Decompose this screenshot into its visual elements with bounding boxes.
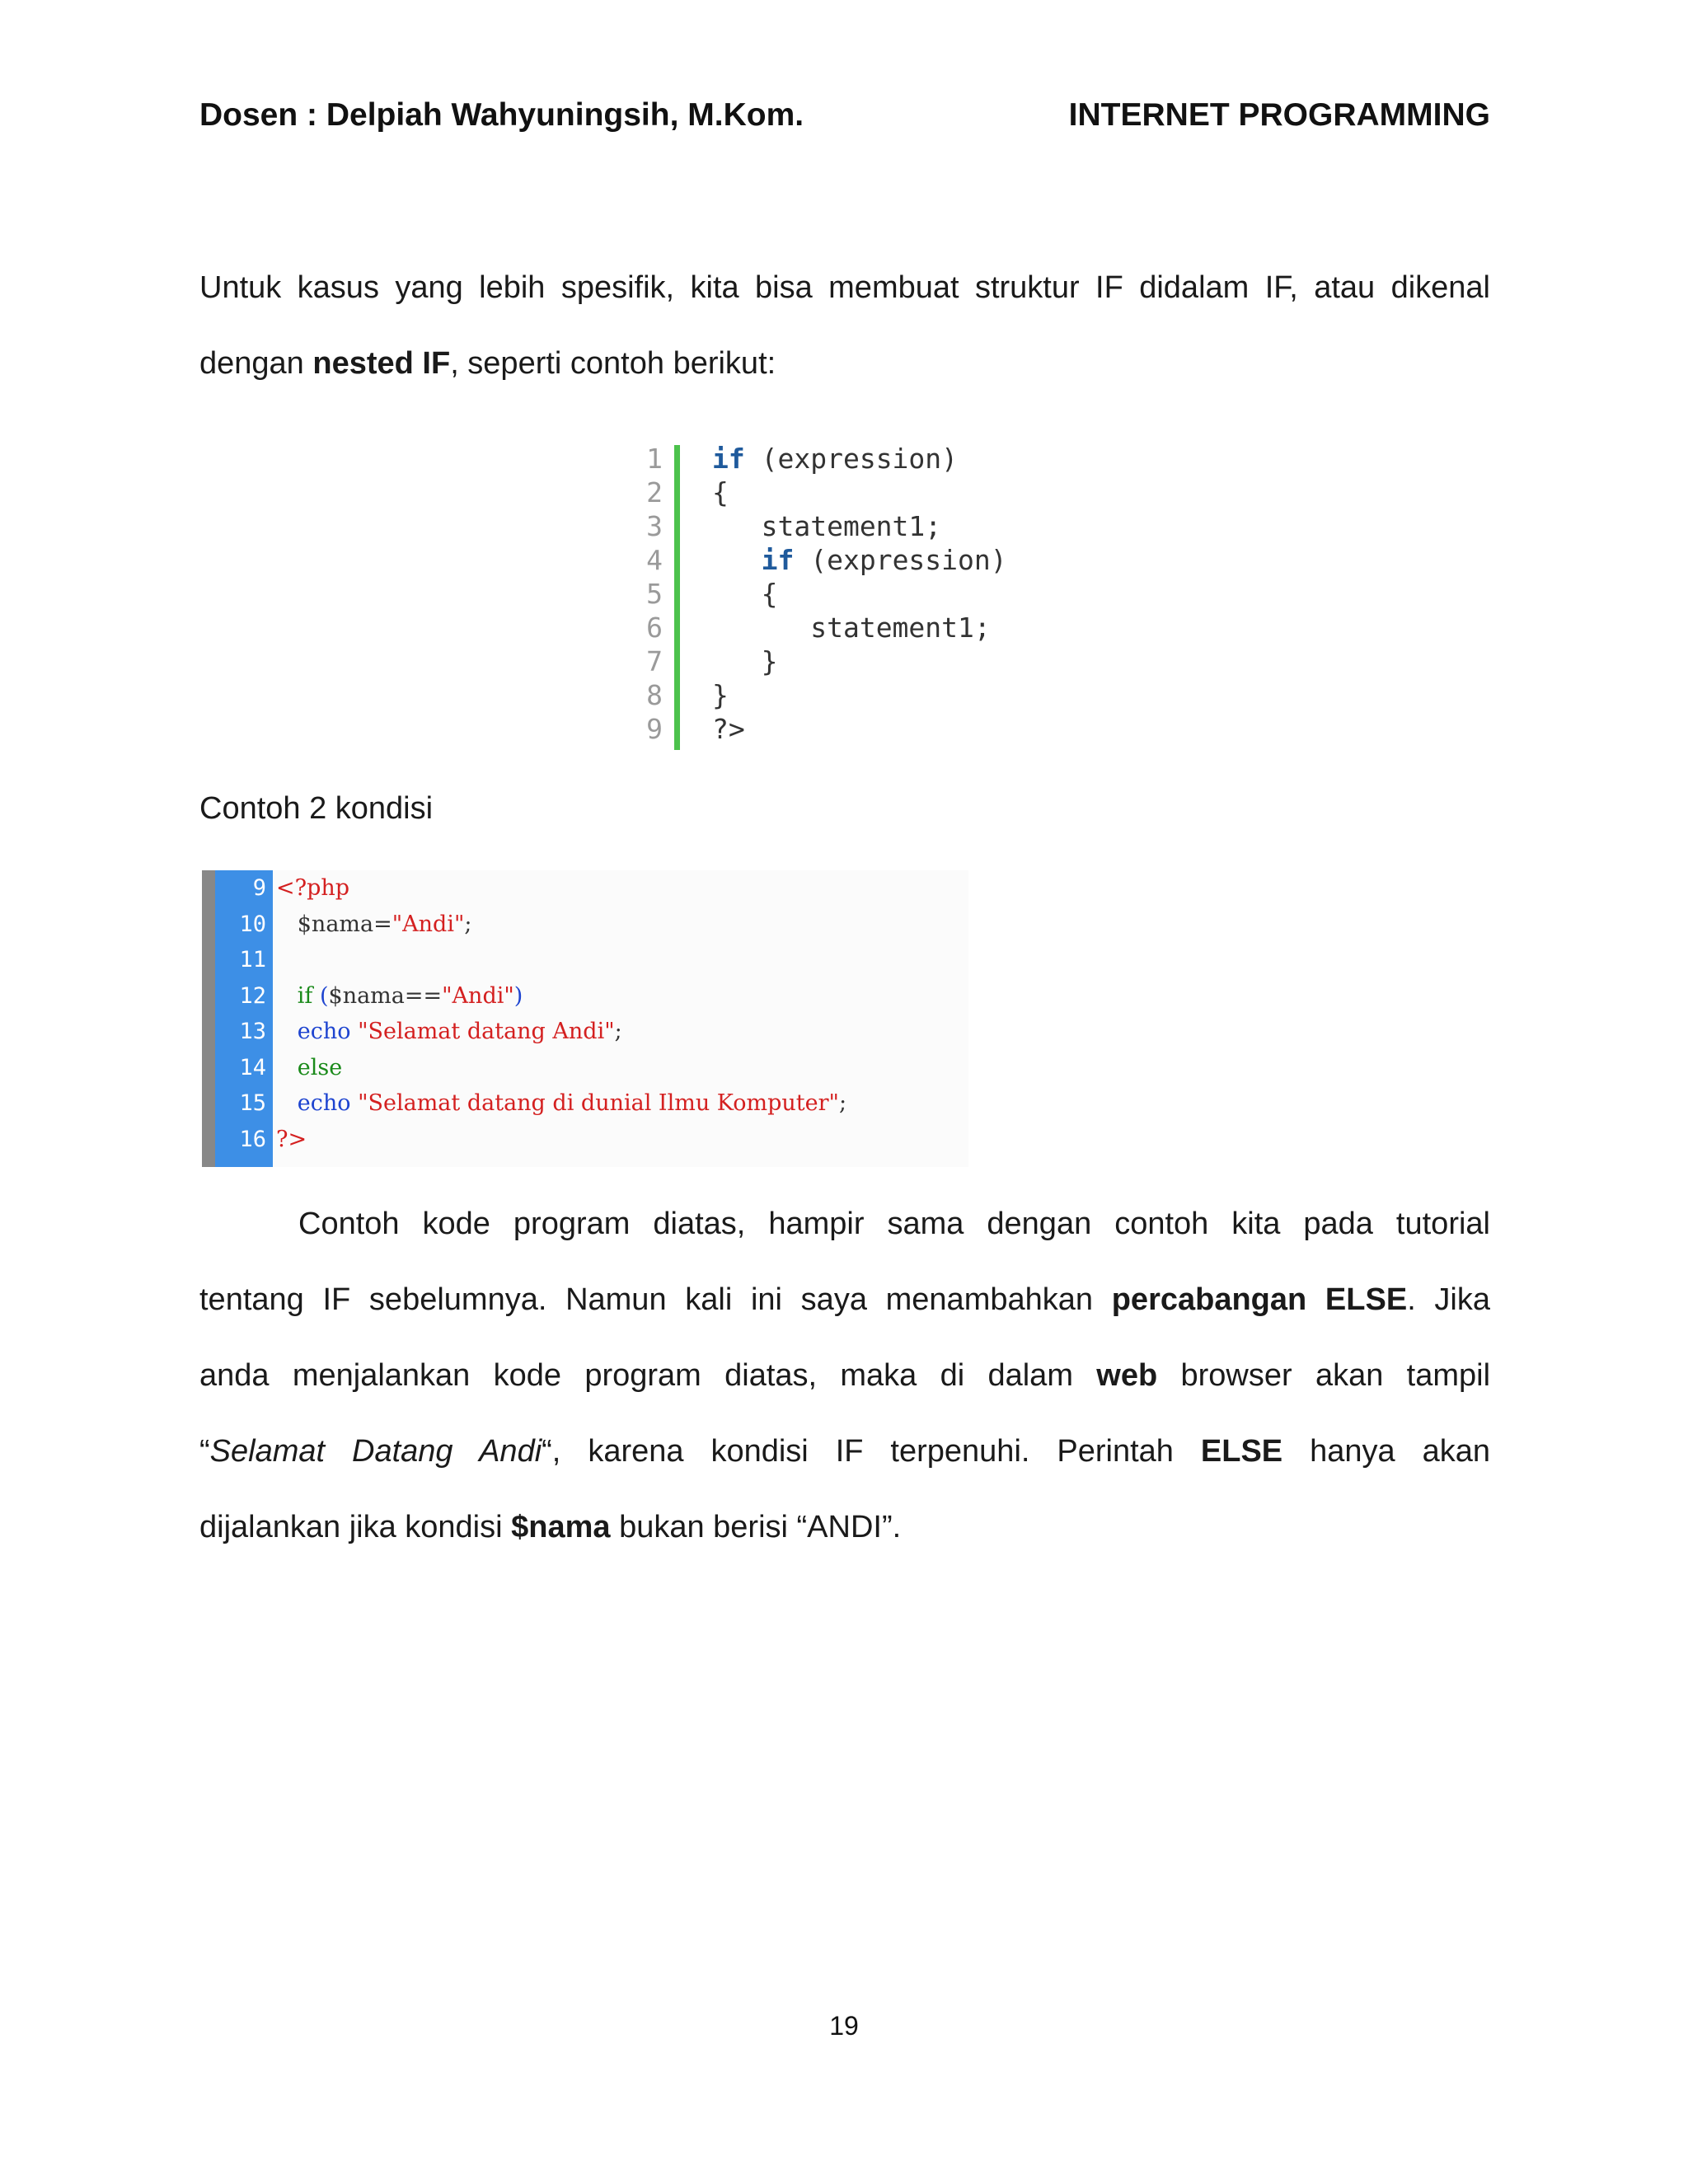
line-number: 10 (239, 911, 266, 937)
line-number: 7 (646, 645, 663, 677)
code-line: statement1; (810, 612, 991, 644)
line-number: 6 (646, 612, 663, 644)
page-number: 19 (829, 2011, 859, 2041)
code-line: $nama="Andi"; (276, 911, 472, 937)
body-paragraph (199, 1205, 1490, 1584)
code-line: if (expression) (712, 443, 959, 475)
nested-if-code-block (633, 442, 1045, 753)
line-number-gutter (633, 442, 676, 746)
line-number: 9 (646, 713, 663, 745)
line-number: 12 (239, 982, 266, 1009)
nested-if-term: nested IF (312, 346, 451, 381)
intro-line-2: dengan nested IF, seperti contoh berikut: (199, 346, 776, 381)
body-line-5: dijalankan jika kondisi $nama bukan berisi “ANDI”. (199, 1510, 902, 1544)
code-line: <?php (276, 875, 350, 901)
code-line: else (276, 1054, 343, 1080)
code-line: if (expression) (761, 544, 1007, 576)
code-line (276, 942, 846, 978)
line-number: 11 (239, 947, 266, 972)
code-line: echo "Selamat datang Andi"; (276, 1019, 622, 1044)
line-number: 15 (239, 1090, 266, 1116)
body-line-3: anda menjalankan kode program diatas, maka di dalam web browser akan tampil (199, 1358, 1491, 1393)
editor-edge (202, 870, 215, 1167)
line-number: 2 (646, 476, 663, 509)
code-line: } (761, 645, 778, 677)
line-number: 8 (646, 679, 663, 711)
line-number: 4 (646, 544, 663, 576)
line-number: 1 (646, 443, 663, 475)
line-number: 13 (239, 1019, 266, 1044)
line-number: 9 (252, 875, 266, 901)
body-line-4: “Selamat Datang Andi“, karena kondisi IF terpenuhi. Perintah ELSE hanya akan (199, 1434, 1490, 1469)
intro-paragraph (199, 269, 1490, 420)
header-author: Dosen : Delpiah Wahyuningsih, M.Kom. (199, 97, 804, 133)
intro-line-1: Untuk kasus yang lebih spesifik, kita bisa membuat struktur IF didalam IF, atau dikenal (199, 270, 1490, 305)
line-number: 5 (646, 578, 663, 610)
body-line-1: Contoh kode program diatas, hampir sama dengan contoh kita pada tutorial (298, 1207, 1490, 1241)
gutter-divider (674, 445, 680, 750)
code-line: ?> (712, 713, 745, 745)
code-body (712, 442, 1007, 746)
php-example-code-block (202, 870, 968, 1167)
example-caption: Contoh 2 kondisi (199, 791, 434, 826)
code-line: ?> (276, 1126, 307, 1152)
line-number: 14 (239, 1054, 266, 1080)
page-header (199, 97, 1490, 134)
line-number: 3 (646, 510, 663, 542)
code-body (276, 870, 846, 1157)
line-number: 16 (239, 1126, 266, 1152)
code-line: statement1; (761, 510, 942, 542)
header-course: INTERNET PROGRAMMING (1068, 97, 1490, 133)
code-line: } (712, 679, 729, 711)
line-number-gutter (215, 870, 273, 1167)
code-line: { (761, 578, 778, 610)
code-line: echo "Selamat datang di dunial Ilmu Komputer"; (276, 1090, 847, 1116)
body-line-2: tentang IF sebelumnya. Namun kali ini saya menambahkan percabangan ELSE. Jika (199, 1282, 1491, 1317)
code-line: { (712, 476, 729, 509)
code-line: if ($nama=="Andi") (276, 982, 523, 1009)
